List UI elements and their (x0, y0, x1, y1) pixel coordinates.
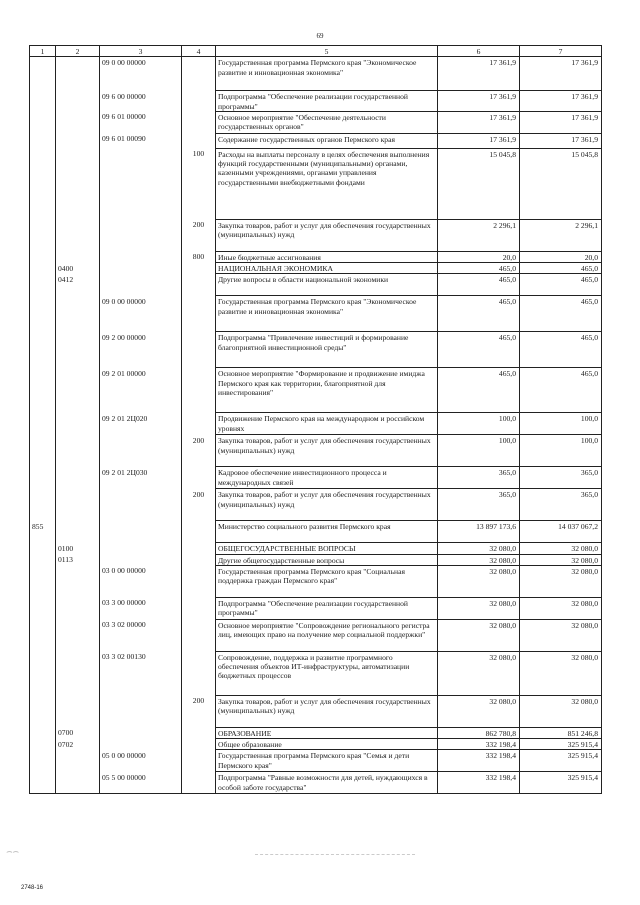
cell-expense-type (182, 368, 216, 413)
cell-ministry (30, 263, 56, 274)
cell-value-2018: 325 915,4 (520, 739, 602, 750)
cell-value-2018: 15 045,8 (520, 148, 602, 219)
header-cell: 3 (100, 46, 182, 57)
cell-expense-type (182, 133, 216, 148)
cell-ministry (30, 651, 56, 695)
table-row (30, 219, 602, 251)
cell-name: Государственная программа Пермского края "Экономическое развитие и инновационная экономика" (216, 296, 438, 332)
cell-value-2017: 332 198,4 (438, 750, 520, 772)
cell-section (56, 619, 100, 651)
cell-expense-type (182, 296, 216, 332)
cell-section (56, 133, 100, 148)
cell-name: Закупка товаров, работ и услуг для обеспечения государственных (муниципальных) нужд (216, 435, 438, 467)
cell-section: 0400 (56, 263, 100, 274)
cell-section (56, 651, 100, 695)
cell-target-article: 03 0 00 00000 (100, 565, 182, 597)
cell-value-2017: 365,0 (438, 467, 520, 489)
cell-section (56, 296, 100, 332)
header-cell: 5 (216, 46, 438, 57)
cell-value-2018: 100,0 (520, 435, 602, 467)
cell-name: Подпрограмма "Равные возможности для детей, нуждающихся в особой заботе государства" (216, 772, 438, 794)
table-row (30, 521, 602, 543)
cell-ministry (30, 750, 56, 772)
cell-ministry (30, 739, 56, 750)
cell-value-2017: 17 361,9 (438, 91, 520, 112)
cell-name: Государственная программа Пермского края "Семья и дети Пермского края" (216, 750, 438, 772)
cell-ministry (30, 148, 56, 219)
cell-value-2018: 2 296,1 (520, 219, 602, 251)
cell-expense-type (182, 619, 216, 651)
cell-section (56, 251, 100, 262)
cell-ministry (30, 565, 56, 597)
cell-expense-type (182, 750, 216, 772)
cell-section (56, 521, 100, 543)
cell-section (56, 148, 100, 219)
cell-value-2018: 32 080,0 (520, 543, 602, 554)
cell-target-article: 09 2 01 00000 (100, 368, 182, 413)
table-row (30, 565, 602, 597)
cell-value-2017: 32 080,0 (438, 651, 520, 695)
header-cell: 6 (438, 46, 520, 57)
cell-target-article (100, 219, 182, 251)
cell-name: Кадровое обеспечение инвестиционного процесса и международных связей (216, 467, 438, 489)
cell-name: Закупка товаров, работ и услуг для обеспечения государственных (муниципальных) нужд (216, 219, 438, 251)
cell-section: 0113 (56, 554, 100, 565)
cell-expense-type (182, 467, 216, 489)
cell-value-2017: 15 045,8 (438, 148, 520, 219)
cell-ministry (30, 467, 56, 489)
header-cell: 4 (182, 46, 216, 57)
cell-section (56, 219, 100, 251)
cell-value-2018: 17 361,9 (520, 133, 602, 148)
cell-expense-type (182, 772, 216, 794)
cell-target-article: 09 2 01 2Ц030 (100, 467, 182, 489)
table-row (30, 695, 602, 727)
cell-section (56, 368, 100, 413)
cell-name: Расходы на выплаты персоналу в целях обеспечения выполнения функций государственными (муниципальными) органами, казенными учреждениями, органами управления государственными внебюджетными фондами (216, 148, 438, 219)
cell-name: ОБРАЗОВАНИЕ (216, 727, 438, 738)
table-row (30, 543, 602, 554)
cell-value-2018: 465,0 (520, 368, 602, 413)
cell-expense-type (182, 651, 216, 695)
header-cell: 7 (520, 46, 602, 57)
cell-value-2018: 325 915,4 (520, 750, 602, 772)
cell-expense-type: 200 (182, 489, 216, 521)
cell-ministry (30, 296, 56, 332)
cell-ministry (30, 413, 56, 435)
cell-target-article: 03 3 02 00130 (100, 651, 182, 695)
cell-value-2017: 862 780,8 (438, 727, 520, 738)
cell-name: Сопровождение, поддержка и развитие программного обеспечения объектов ИТ-инфраструктуры, автоматизации бюджетных процессов (216, 651, 438, 695)
cell-name: Другие общегосударственные вопросы (216, 554, 438, 565)
cell-target-article: 09 6 01 00000 (100, 111, 182, 133)
cell-value-2018: 465,0 (520, 296, 602, 332)
cell-value-2017: 20,0 (438, 251, 520, 262)
cell-target-article: 09 2 00 00000 (100, 332, 182, 368)
cell-section: 0412 (56, 274, 100, 296)
header-row (30, 46, 602, 57)
cell-value-2017: 332 198,4 (438, 739, 520, 750)
cell-value-2018: 32 080,0 (520, 597, 602, 619)
cell-expense-type (182, 274, 216, 296)
budget-table (29, 45, 602, 794)
cell-section (56, 750, 100, 772)
table-row (30, 651, 602, 695)
cell-value-2018: 365,0 (520, 467, 602, 489)
table-row (30, 148, 602, 219)
cell-value-2018: 851 246,8 (520, 727, 602, 738)
table-row (30, 332, 602, 368)
cell-value-2017: 32 080,0 (438, 554, 520, 565)
cell-section (56, 413, 100, 435)
table-row (30, 413, 602, 435)
cell-ministry (30, 368, 56, 413)
cell-name: Продвижение Пермского края на международном и российском уровнях (216, 413, 438, 435)
cell-section: 0100 (56, 543, 100, 554)
cell-ministry (30, 543, 56, 554)
cell-name: Государственная программа Пермского края "Социальная поддержка граждан Пермского края" (216, 565, 438, 597)
cell-value-2018: 17 361,9 (520, 111, 602, 133)
header-cell: 2 (56, 46, 100, 57)
cell-expense-type (182, 565, 216, 597)
cell-value-2017: 100,0 (438, 435, 520, 467)
cell-name: Закупка товаров, работ и услуг для обеспечения государственных (муниципальных) нужд (216, 489, 438, 521)
cell-value-2017: 2 296,1 (438, 219, 520, 251)
cell-name: Закупка товаров, работ и услуг для обеспечения государственных (муниципальных) нужд (216, 695, 438, 727)
cell-value-2017: 465,0 (438, 263, 520, 274)
table-row (30, 489, 602, 521)
cell-ministry (30, 251, 56, 262)
cell-target-article (100, 543, 182, 554)
cell-target-article (100, 251, 182, 262)
cell-expense-type (182, 91, 216, 112)
cell-target-article (100, 521, 182, 543)
cell-name: ОБЩЕГОСУДАРСТВЕННЫЕ ВОПРОСЫ (216, 543, 438, 554)
cell-name: Общее образование (216, 739, 438, 750)
cell-value-2018: 17 361,9 (520, 57, 602, 91)
cell-expense-type (182, 332, 216, 368)
cell-ministry (30, 111, 56, 133)
cell-value-2018: 100,0 (520, 413, 602, 435)
cell-ministry (30, 695, 56, 727)
cell-value-2017: 32 080,0 (438, 695, 520, 727)
cell-name: Подпрограмма "Обеспечение реализации государственной программы" (216, 597, 438, 619)
cell-value-2018: 465,0 (520, 332, 602, 368)
cell-value-2017: 465,0 (438, 296, 520, 332)
cell-name: Другие вопросы в области национальной экономики (216, 274, 438, 296)
cell-value-2018: 32 080,0 (520, 695, 602, 727)
table-row (30, 368, 602, 413)
table-row (30, 750, 602, 772)
cell-target-article (100, 489, 182, 521)
cell-target-article (100, 695, 182, 727)
cell-value-2018: 465,0 (520, 263, 602, 274)
cell-target-article: 05 5 00 00000 (100, 772, 182, 794)
cell-ministry (30, 57, 56, 91)
cell-target-article (100, 263, 182, 274)
cell-section (56, 489, 100, 521)
cell-name: Основное мероприятие "Обеспечение деятельности государственных органов" (216, 111, 438, 133)
cell-ministry (30, 597, 56, 619)
cell-name: НАЦИОНАЛЬНАЯ ЭКОНОМИКА (216, 263, 438, 274)
cell-section (56, 597, 100, 619)
cell-ministry (30, 332, 56, 368)
cell-ministry (30, 619, 56, 651)
table-row (30, 133, 602, 148)
cell-target-article (100, 435, 182, 467)
cell-value-2018: 32 080,0 (520, 554, 602, 565)
cell-expense-type (182, 727, 216, 738)
cell-value-2017: 17 361,9 (438, 111, 520, 133)
cell-expense-type (182, 739, 216, 750)
cell-name: Государственная программа Пермского края "Экономическое развитие и инновационная экономика" (216, 57, 438, 91)
table-row (30, 296, 602, 332)
cell-section (56, 565, 100, 597)
cell-value-2018: 365,0 (520, 489, 602, 521)
cell-name: Содержание государственных органов Пермского края (216, 133, 438, 148)
cell-target-article: 09 6 00 00000 (100, 91, 182, 112)
table-row (30, 111, 602, 133)
cell-value-2017: 465,0 (438, 368, 520, 413)
footer-code: 2748-16 (21, 885, 44, 891)
cell-target-article (100, 274, 182, 296)
cell-expense-type: 200 (182, 695, 216, 727)
faint-stamp (255, 854, 415, 869)
cell-value-2017: 465,0 (438, 332, 520, 368)
cell-ministry (30, 133, 56, 148)
cell-value-2017: 17 361,9 (438, 57, 520, 91)
cell-target-article (100, 739, 182, 750)
cell-value-2018: 32 080,0 (520, 565, 602, 597)
table-row (30, 91, 602, 112)
table-body (30, 46, 602, 794)
cell-target-article: 03 3 02 00000 (100, 619, 182, 651)
cell-ministry (30, 727, 56, 738)
cell-section: 0702 (56, 739, 100, 750)
cell-value-2018: 17 361,9 (520, 91, 602, 112)
cell-value-2018: 465,0 (520, 274, 602, 296)
cell-name: Подпрограмма "Обеспечение реализации государственной программы" (216, 91, 438, 112)
cell-expense-type (182, 57, 216, 91)
cell-section (56, 332, 100, 368)
cell-ministry (30, 772, 56, 794)
cell-value-2017: 13 897 173,6 (438, 521, 520, 543)
table-row (30, 263, 602, 274)
table-row (30, 739, 602, 750)
cell-value-2018: 32 080,0 (520, 651, 602, 695)
cell-value-2018: 325 915,4 (520, 772, 602, 794)
cell-expense-type: 200 (182, 219, 216, 251)
cell-name: Подпрограмма "Привлечение инвестиций и формирование благоприятной инвестиционной среды" (216, 332, 438, 368)
table-row (30, 772, 602, 794)
cell-section (56, 435, 100, 467)
table-row (30, 57, 602, 91)
cell-expense-type (182, 413, 216, 435)
cell-expense-type (182, 554, 216, 565)
cell-value-2017: 32 080,0 (438, 619, 520, 651)
cell-value-2017: 100,0 (438, 413, 520, 435)
cell-ministry (30, 91, 56, 112)
cell-name: Основное мероприятие "Сопровождение регионального регистра лиц, имеющих право на получение мер социальной поддержки" (216, 619, 438, 651)
cell-value-2017: 365,0 (438, 489, 520, 521)
cell-section: 0700 (56, 727, 100, 738)
cell-value-2017: 32 080,0 (438, 565, 520, 597)
cell-ministry: 855 (30, 521, 56, 543)
cell-target-article: 09 0 00 00000 (100, 296, 182, 332)
cell-ministry (30, 274, 56, 296)
page-number: 69 (316, 32, 324, 40)
cell-expense-type (182, 263, 216, 274)
cell-value-2018: 20,0 (520, 251, 602, 262)
cell-ministry (30, 554, 56, 565)
cell-name: Основное мероприятие "Формирование и продвижение имиджа Пермского края как территории, благоприятной для инвестирования" (216, 368, 438, 413)
cell-target-article: 09 2 01 2Ц020 (100, 413, 182, 435)
cell-section (56, 91, 100, 112)
cell-section (56, 57, 100, 91)
cell-target-article: 09 6 01 00090 (100, 133, 182, 148)
cell-value-2017: 332 198,4 (438, 772, 520, 794)
cell-name: Министерство социального развития Пермского края (216, 521, 438, 543)
cell-value-2017: 17 361,9 (438, 133, 520, 148)
cell-target-article (100, 148, 182, 219)
table-row (30, 435, 602, 467)
table-row (30, 727, 602, 738)
cell-section (56, 467, 100, 489)
cell-target-article: 03 3 00 00000 (100, 597, 182, 619)
cell-expense-type (182, 111, 216, 133)
cell-value-2017: 32 080,0 (438, 597, 520, 619)
cell-target-article: 09 0 00 00000 (100, 57, 182, 91)
cell-expense-type: 800 (182, 251, 216, 262)
cell-target-article (100, 554, 182, 565)
cell-target-article (100, 727, 182, 738)
cell-section (56, 695, 100, 727)
cell-expense-type (182, 521, 216, 543)
table-row (30, 597, 602, 619)
cell-value-2017: 32 080,0 (438, 543, 520, 554)
cell-ministry (30, 489, 56, 521)
cell-expense-type (182, 597, 216, 619)
header-cell: 1 (30, 46, 56, 57)
cell-section (56, 772, 100, 794)
cell-value-2018: 32 080,0 (520, 619, 602, 651)
table-row (30, 274, 602, 296)
cell-ministry (30, 219, 56, 251)
cell-expense-type: 200 (182, 435, 216, 467)
table-row (30, 554, 602, 565)
cell-ministry (30, 435, 56, 467)
cell-section (56, 111, 100, 133)
cell-value-2017: 465,0 (438, 274, 520, 296)
table-row (30, 467, 602, 489)
cell-value-2018: 14 037 067,2 (520, 521, 602, 543)
cell-target-article: 05 0 00 00000 (100, 750, 182, 772)
table-row (30, 619, 602, 651)
cell-name: Иные бюджетные ассигнования (216, 251, 438, 262)
cell-expense-type (182, 543, 216, 554)
margin-mark: ⁀ ⁀ (7, 853, 19, 859)
cell-expense-type: 100 (182, 148, 216, 219)
table-row (30, 251, 602, 262)
